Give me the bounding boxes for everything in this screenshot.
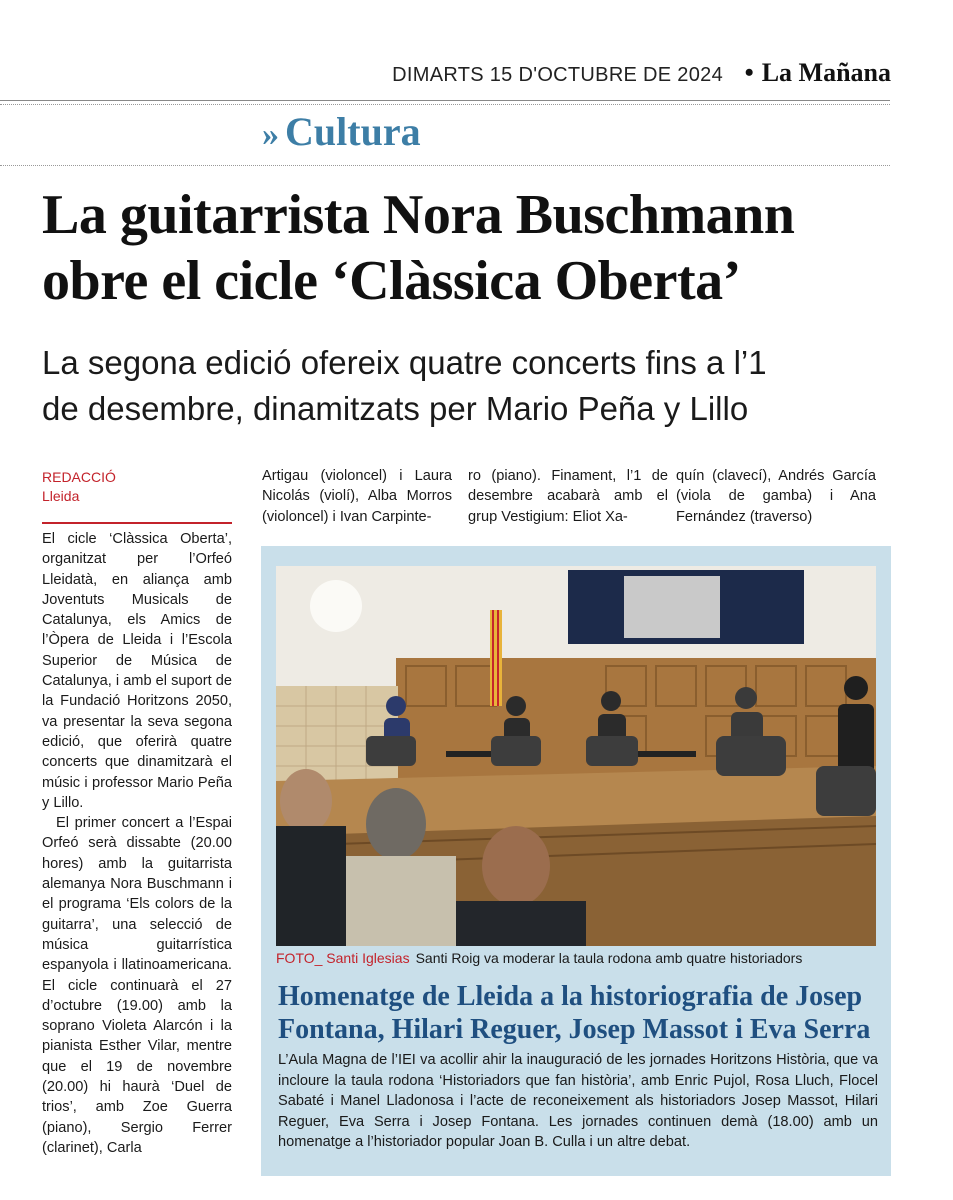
section-label: » Cultura — [262, 109, 421, 154]
byline-rule — [42, 522, 232, 524]
newspaper-brand: • La Mañana — [744, 58, 891, 87]
event-photo — [276, 566, 876, 946]
section-dotted-rule — [0, 165, 890, 166]
article-column-1: El cicle ‘Clàssica Oberta’, organitzat per l’Orfeó Lleidatà, en aliança amb Joventuts Musicals de Catalunya, els Amics de l’Òpera de Lleida i l’Escola Superior de Música de Catalunya, i amb el suport de la Fundació Horitzons 2050, va presentar la seva segona edició, que oferirà quatre concerts que dinamitzarà el músic i professor Mario Peña y Lillo. El primer concert a l’Espai Orfeó serà dissabte (20.00 hores) amb la guitarrista alemanya Nora Buschmann i el programa ‘Els colors de la guitarra’, una selecció de música guitarrística espanyola i llatinoamericana. El cicle continuarà el 27 d’octubre (19.00) amb la soprano Violeta Alarcón i la pianista Esther Vilar, mentre que el 19 de novembre (20.00) hi haurà ‘Duel de trios’, amb Zoe Guerra (piano), Sergio Ferrer (clarinet), Carla — [42, 531, 232, 1156]
headline: La guitarrista Nora Buschmann obre el cicle ‘Clàssica Oberta’ — [42, 184, 795, 312]
photo-caption: FOTO_ Santi Iglesias Santi Roig va moderar la taula rodona amb quatre historiadors — [276, 950, 803, 966]
brand-name: La Mañana — [761, 58, 891, 87]
article-column-2: Artigau (violoncel) i Laura Nicolás (violí), Alba Morros (violoncel) i Ivan Carpinte- — [262, 468, 452, 525]
sidebar-title: Homenatge de Lleida a la historiografia de Josep Fontana, Hilari Reguer, Josep Massot i Eva Serra — [278, 981, 871, 1045]
byline-author: REDACCIÓ — [42, 469, 116, 485]
sidebar-body: L’Aula Magna de l’IEI va acollir ahir la inauguració de les jornades Horitzons Història, que va incloure la taula rodona ‘Historiadors que fan història’, amb Enric Pujol, Rosa Lluch, Flocel Sabaté i Manel Lladonosa i l’acte de reconeixement als historiadors Josep Massot, Hilari Reguer, Eva Serra i Josep Fontana. Les jornades continuen demà (18.00) amb un homenatge a l’historiador popular Joan B. Culla i un altre debat. — [278, 1052, 878, 1150]
header-dotted-rule — [0, 104, 890, 105]
byline-place: Lleida — [42, 488, 80, 504]
chevron-icon: » — [262, 116, 279, 153]
article-column-3: ro (piano). Finament, l’1 de desembre acabarà amb el grup Vestigium: Eliot Xa- — [468, 468, 668, 525]
article-column-4: quín (clavecí), Andrés García (viola de gamba) i Ana Fernández (traverso) — [676, 468, 876, 525]
header-rule — [0, 100, 890, 101]
photo-credit: FOTO_ Santi Iglesias — [276, 950, 410, 966]
issue-date: DIMARTS 15 D'OCTUBRE DE 2024 — [392, 64, 723, 86]
subheadline: La segona edició ofereix quatre concerts fins a l’1 de desembre, dinamitzats per Mario Peña y Lillo — [42, 344, 767, 427]
